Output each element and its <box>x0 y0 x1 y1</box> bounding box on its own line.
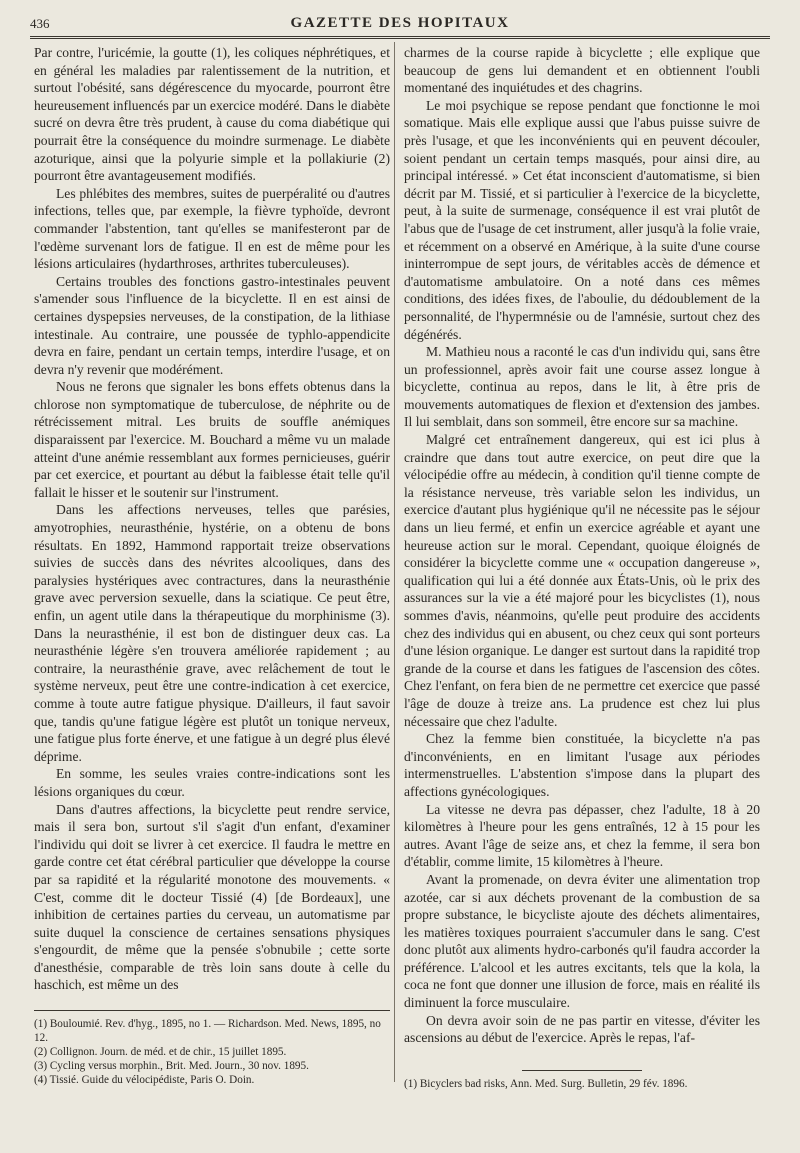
footnotes-left <box>34 1010 390 1087</box>
paragraph: Malgré cet entraînement dangereux, qui est ici plus à craindre que dans tout autre exercice, on peut dire que la vélocipédie offre au médecin, à condition qu'il tienne compte de la résistance nerveuse, très variable selon les individus, un exercice d'autant plus hygiénique qu'il ne nécessite pas le séjour dans un lieu fermé, et enfin un exercice agréable et ayant une heureuse action sur le moral. Cependant, quoique éloignés de considérer la bicyclette comme une « occupation dangereuse », qualification qui lui a été donnée aux États-Unis, où le prix des assurances sur la vie a été majoré pour les bicyclistes (1), nous sommes d'avis, néanmoins, qu'elle peut produire des accidents chez des individus qui en abusent, ou chez ceux qui sont porteurs d'une lésion organique. Le danger est surtout dans la rapidité trop grande de la course et dans les fatigues de l'ascension des côtes. Chez l'enfant, on fera bien de ne permettre cet exercice que passé l'âge de douze à treize ans. La prudence est chez lui plus nécessaire que chez l'adulte. <box>404 432 760 729</box>
paragraph: On devra avoir soin de ne pas partir en vitesse, d'éviter les ascensions au début de l'exercice. Après le repas, l'af- <box>404 1012 760 1046</box>
paragraph: Dans d'autres affections, la bicyclette peut rendre service, mais il sera bon, surtout s'il s'agit d'un enfant, d'examiner l'individu qui doit se livrer à cet exercice. Il faudra le mettre en garde contre cet état cérébral particulier que développe la course par sa rapidité et la régularité monotone des mouvements. « C'est, comme dit le docteur Tissié (4) [de Bordeaux], une inhibition de certaines parties du cerveau, un automatisme par suite duquel la conscience de certaines sensations physiques s'engourdit, de même que la pensée s'obnubile ; cette sorte d'anesthésie, comparable de très loin sans doute à celle du haschich, est même un des <box>34 801 390 993</box>
paragraph: La vitesse ne devra pas dépasser, chez l'adulte, 18 à 20 kilomètres à l'heure pour les gens entraînés, 12 à 15 pour les autres. Avant l'âge de seize ans, et chez la femme, il sera bon d'établir, comme limite, 15 kilomètres à l'heure. <box>404 801 760 870</box>
paragraph: Chez la femme bien constituée, la bicyclette n'a pas d'inconvénients, en en limitant l'usage aux périodes intermenstruelles. L'abstention s'impose dans la plupart des affections gynécologiques. <box>404 731 760 799</box>
paragraph: Les phlébites des membres, suites de puerpéralité ou d'autres infections, telles que, par exemple, la fièvre typhoïde, devront commander l'abstention, tant qu'elles se manifesteront par de l'œdème survenant lors de fatigue. Il en est de même pour les lésions articulaires (hydarthroses, arthrites tuberculeuses). <box>34 185 390 272</box>
footnotes-right <box>404 1070 760 1091</box>
footnote: (1) Bicyclers bad risks, Ann. Med. Surg. Bulletin, 29 fév. 1896. <box>404 1078 688 1090</box>
paragraph: Dans les affections nerveuses, telles que parésies, amyotrophies, neurasthénie, hystérie, on a obtenu de bons résultats. En 1892, Hammond rapportait treize observations suivies de succès dans des névrites alcooliques, dans des paralysies hystériques avec contractures, dans la neurasthénie grave avec perversion sexuelle, dans la sciatique. Ce peut être, enfin, un agent utile dans la thérapeutique du morphinisme (3). Dans la neurasthénie, il est bon de distinguer deux cas. La neurasthénie légère s'en trouvera améliorée rapidement ; au contraire, la neurasthénie grave, avec relâchement de tout le système nerveux, peut être une contre-indication à cet exercice, comme à toute autre fatigue physique. D'ailleurs, il faut savoir que, tandis qu'une fatigue légère est plutôt un tonique nerveux, une fatigue plus forte énerve, et une fatigue à un degré plus élevé déprime. <box>34 502 390 764</box>
paragraph: M. Mathieu nous a raconté le cas d'un individu qui, sans être un professionnel, après avoir fait une course assez longue à bicyclette, continua au repos, dans le lit, à être pris de mouvements automatiques de flexion et d'extension des jambes. Il lui semblait, dans son sommeil, être encore sur sa machine. <box>404 344 760 430</box>
column-divider <box>394 42 395 1082</box>
footnote: (2) Collignon. Journ. de méd. et de chir., 15 juillet 1895. <box>34 1046 287 1058</box>
right-column <box>404 44 760 1047</box>
footnote: (3) Cycling versus morphin., Brit. Med. Journ., 30 nov. 1895. <box>34 1060 309 1072</box>
footnote: (1) Bouloumié. Rev. d'hyg., 1895, no 1. — Richardson. Med. News, 1895, no 12. <box>34 1018 381 1044</box>
header-rule <box>30 36 770 39</box>
paragraph: Avant la promenade, on devra éviter une alimentation trop azotée, car si aux déchets provenant de la combustion de sa propre substance, le bicycliste ajoute des déchets alimentaires, les matières toxiques pourraient s'accumuler dans le sang. C'est donc plutôt aux aliments hydro-carbonés qu'il faudra accorder la préférence. L'alcool et les autres excitants, tels que la kola, la coca ne font que donner une illusion de force, mais en réalité ils diminuent la force musculaire. <box>404 871 760 1011</box>
page-header <box>30 12 770 36</box>
page-number: 436 <box>30 16 50 31</box>
paragraph: charmes de la course rapide à bicyclette ; elle explique que beaucoup de gens lui demandent et en obtiennent l'oubli momentané des inquiétudes et des chagrins. <box>404 45 760 96</box>
paragraph: Nous ne ferons que signaler les bons effets obtenus dans la chlorose non symptomatique de tuberculose, de néphrite ou de rétrécissement mitral. Les bruits de souffle anémiques disparaissent par l'exercice. M. Bouchard a même vu un malade atteint d'une anémie ressemblant aux formes pernicieuses, guérir par cet exercice, et pourtant au début la faiblesse était telle qu'il fallait le hisser et le soutenir sur l'instrument. <box>34 379 390 500</box>
running-title: GAZETTE DES HOPITAUX <box>290 15 510 31</box>
left-column <box>34 44 390 994</box>
paragraph: Par contre, l'uricémie, la goutte (1), les coliques néphrétiques, et en général les maladies par ralentissement de la nutrition, et surtout l'obésité, sans dégérescence du myocarde, pourront être heureusement influencés par un exercice modéré. Dans le diabète sucré on devra être très prudent, à cause du coma diabétique qui pourrait être la conséquence du moindre surmenage. Le diabète azoturique, ainsi que la polyurie simple et la pollakiurie (2) pourront être avantageusement modifiés. <box>34 45 390 184</box>
footnote-rule <box>34 1010 390 1011</box>
paragraph: Le moi psychique se repose pendant que fonctionne le moi somatique. Mais elle explique aussi que l'abus puisse suivre de près l'usage, et que les inconvénients qui en peuvent découler, soient pendant un certain temps masqués, pour ainsi dire, au principal intéressé. » Cet état inconscient d'automatisme, si bien décrit par M. Tissié, et si particulier à l'exercice de la bicyclette, peut, à la suite de surmenage, conséquence il est vrai plutôt de l'abus que de l'usage de cet instrument, aller jusqu'à la folie vraie, et récemment on a observé en Amérique, à la suite d'une course ininterrompue de sept jours, de véritables accès de démence et d'automatisme ambulatoire. On a noté dans ces mêmes conditions, des idées fixes, de l'aboulie, du dédoublement de la personnalité, de l'hypermnésie ou de l'amnésie, surtout chez des dégénérés. <box>404 97 760 342</box>
footnote: (4) Tissié. Guide du vélocipédiste, Paris O. Doin. <box>34 1074 255 1086</box>
footnote-rule <box>522 1070 642 1071</box>
paragraph: Certains troubles des fonctions gastro-intestinales peuvent s'amender sous l'influence de la bicyclette. Il en est ainsi de certaines dyspepsies nerveuses, de la constipation, de la lithiase intestinale. Au contraire, une poussée de typhlo-appendicite devra en faire, pendant un certain temps, interdire l'usage, et on devra n'y revenir que modérément. <box>34 273 390 377</box>
paragraph: En somme, les seules vraies contre-indications sont les lésions organiques du cœur. <box>34 766 390 799</box>
